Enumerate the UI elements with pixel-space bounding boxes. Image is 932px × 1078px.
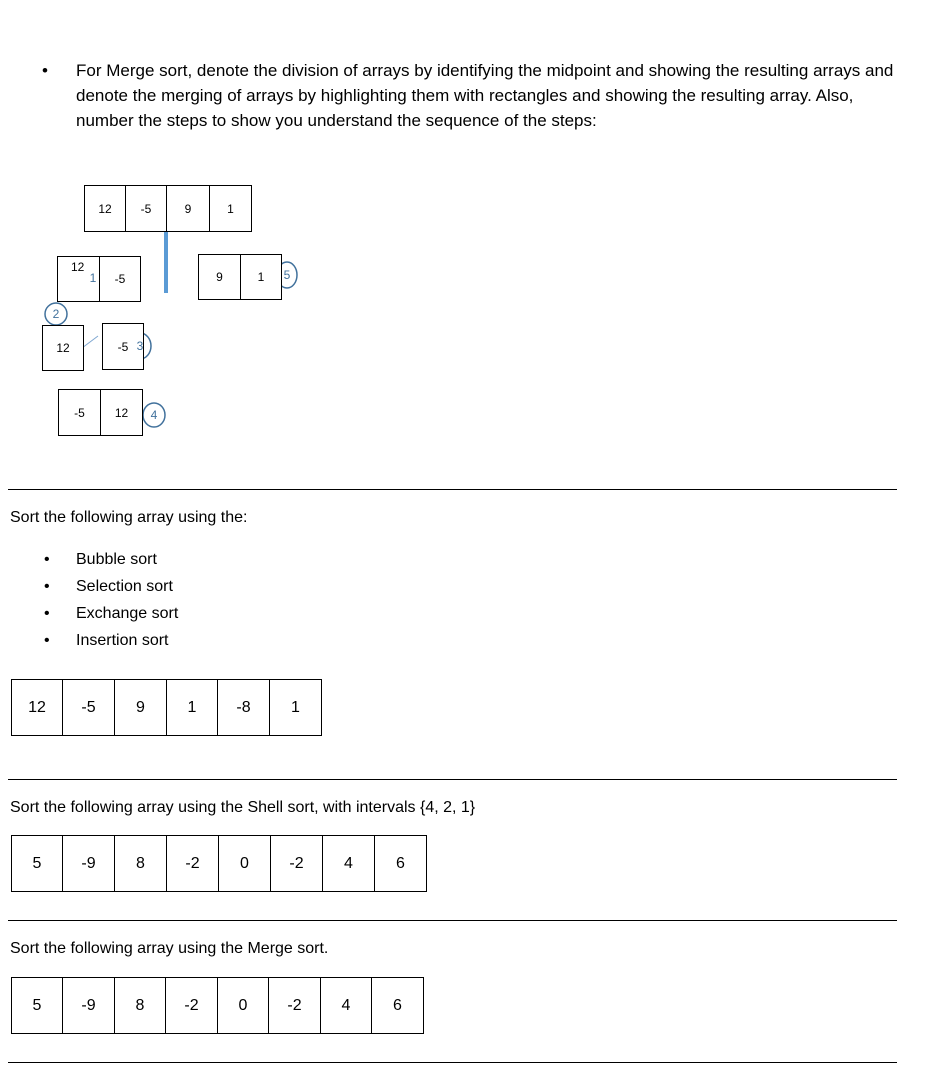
- array-cell: 6: [371, 977, 424, 1034]
- section3-title: Sort the following array using the Merge sort.: [10, 940, 329, 957]
- array-cell: 0: [217, 977, 269, 1034]
- example-single-left-cell: 12: [42, 325, 84, 371]
- intro-bullet: •: [42, 61, 48, 80]
- array-cell: 8: [114, 977, 166, 1034]
- example-left-half-cell: 12: [57, 256, 100, 302]
- example-merged-cell: 12: [100, 389, 143, 436]
- example-top-cell: 12: [84, 185, 126, 232]
- array-cell: 1: [269, 679, 322, 736]
- section1-title: Sort the following array using the:: [10, 509, 248, 526]
- example-top-cell: 9: [166, 185, 210, 232]
- section-divider: [8, 920, 897, 921]
- section2-array: [11, 835, 427, 892]
- step-number: 1: [89, 271, 97, 285]
- intro-instructions: For Merge sort, denote the division of arrays by identifying the midpoint and showing the resulting arrays and denote the merging of arrays by highlighting them with rectangles and showing the resulting array. Also, number the steps to show you understand the sequence of the steps:: [76, 61, 894, 130]
- array-cell: 5: [11, 835, 63, 892]
- array-cell: -2: [166, 835, 219, 892]
- list-item: • Insertion sort: [44, 632, 169, 649]
- section3-array: [11, 977, 424, 1034]
- example-top-cell: 1: [209, 185, 252, 232]
- example-right-half-cell: 9: [198, 254, 241, 300]
- array-cell: -9: [62, 977, 115, 1034]
- step-number: 4: [150, 408, 158, 422]
- section2-title: Sort the following array using the Shell sort, with intervals {4, 2, 1}: [10, 799, 476, 816]
- array-cell: 4: [322, 835, 375, 892]
- array-cell: 1: [166, 679, 218, 736]
- array-cell: 0: [218, 835, 271, 892]
- example-merged-cell: -5: [58, 389, 101, 436]
- array-cell: -8: [217, 679, 270, 736]
- array-cell: -2: [268, 977, 321, 1034]
- list-item: • Bubble sort: [44, 551, 157, 568]
- array-cell: -9: [62, 835, 115, 892]
- example-single-right-cell: -5: [102, 323, 144, 370]
- step-number: 3: [136, 339, 144, 353]
- array-cell: 6: [374, 835, 427, 892]
- sort-methods-list: [0, 546, 400, 654]
- example-left-half-cell: -5: [99, 256, 141, 302]
- array-cell: 9: [114, 679, 167, 736]
- array-cell: -5: [62, 679, 115, 736]
- array-cell: -2: [270, 835, 323, 892]
- array-cell: 12: [11, 679, 63, 736]
- section-divider: [8, 1062, 897, 1063]
- array-cell: 8: [114, 835, 167, 892]
- example-top-cell: -5: [125, 185, 167, 232]
- array-cell: 4: [320, 977, 372, 1034]
- list-item: • Exchange sort: [44, 605, 179, 622]
- section-divider: [8, 779, 897, 780]
- step-number: 5: [283, 268, 291, 282]
- example-right-half-cell: 1: [240, 254, 282, 300]
- array-cell: -2: [165, 977, 218, 1034]
- section1-array: [11, 679, 322, 736]
- step-number: 2: [52, 307, 60, 321]
- list-item: • Selection sort: [44, 578, 173, 595]
- array-cell: 5: [11, 977, 63, 1034]
- section-divider: [8, 489, 897, 490]
